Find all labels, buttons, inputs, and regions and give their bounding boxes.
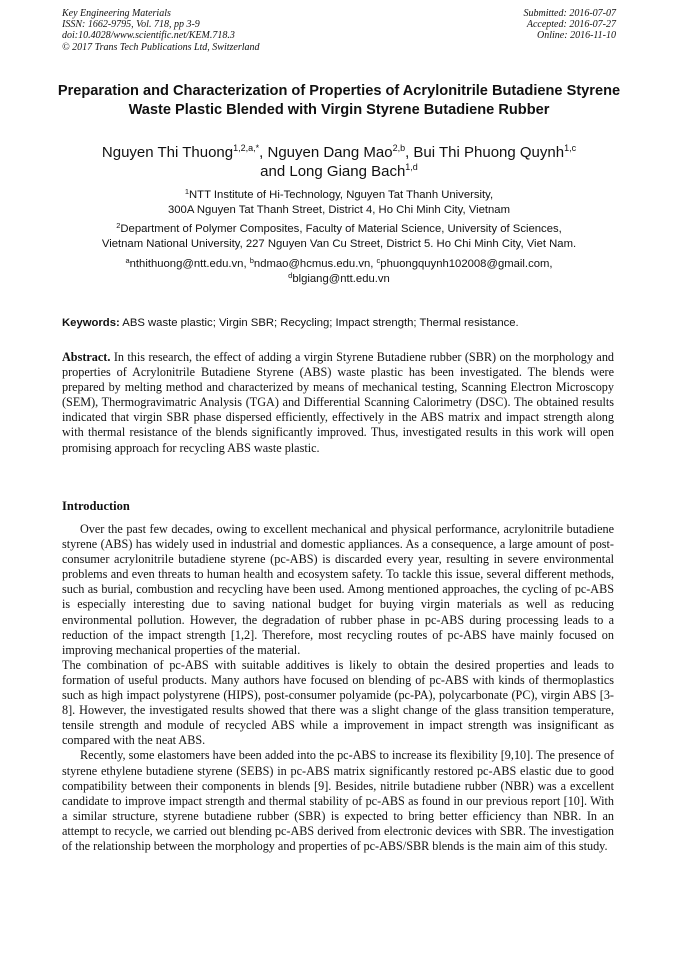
author-sep: , <box>259 144 268 161</box>
author-sup: 1,c <box>564 143 577 153</box>
affiliation-sup: 2 <box>116 221 121 230</box>
journal-name: Key Engineering Materials <box>62 8 171 19</box>
paper-title: Preparation and Characterization of Properties of Acrylonitrile Butadiene Styrene Waste Plastic Blended with Virgin Styrene Butadiene Rubber <box>57 83 621 118</box>
email-address: phuongquynh102008@gmail.com, <box>380 258 553 270</box>
paragraph: Over the past few decades, owing to excellent mechanical and physical performance, acrylonitrile butadiene styrene (ABS) has widely used in industrial and domestic appliances. As a consequence, a large amount of post-consumer acrylonitrile butadiene styrene (pc-ABS) is discarded every year, resulting in severe environmental problems and even threats to human health and ecosystem safety. To tackle this issue, several different methods, such as burial, combustion and recycling have been used. Among mentioned approaches, the cycling of pc-ABS is especially interesting due to saving national budget for buying virgin materials as well as reducing environmental pollution. However, the degradation of rubber phase in pc-ABS during processing leads to a reduction of the impact strength [1,2]. Therefore, most recycling routes of pc-ABS have mainly focused on improving mechanical properties of the material. <box>62 522 614 657</box>
paragraph: Recently, some elastomers have been added into the pc-ABS to increase its flexibility [9,10]. The presence of styrene ethylene butadiene styrene (SEBS) in pc-ABS matrix significantly restored pc-ABS elastic due to good compatibility between their components in blends [9]. Besides, nitrile butadiene rubber (NBR) was a excellent candidate to improve impact strength and thermal stability of pc-ABS as found in our previous report [10]. With a similar structure, styrene butadiene rubber (SBR) is expected to bring better efficiency than NBR. In an attempt to recycle, we carried out blending pc-ABS derived from electronic devices with SBR. The investigation of the relationship between the morphology and properties of pc-ABS/SBR blends is the main aim of this study. <box>62 748 614 853</box>
keywords-text: ABS waste plastic; Virgin SBR; Recycling; Impact strength; Thermal resistance. <box>122 317 519 329</box>
affiliation-sup: 1 <box>184 187 190 196</box>
keywords-label: Keywords: <box>62 317 120 329</box>
affiliation-line: Department of Polymer Composites, Faculty of Material Science, University of Sciences, <box>120 223 562 235</box>
affiliation-line: NTT Institute of Hi-Technology, Nguyen Tat Thanh University, <box>189 189 494 201</box>
journal-info <box>62 8 260 53</box>
introduction-heading: Introduction <box>62 499 130 513</box>
author-name: Nguyen Dang Mao <box>267 144 393 161</box>
author-sup: 1,d <box>405 162 418 172</box>
author-sep: and <box>260 163 290 180</box>
affiliation-line: Vietnam National University, 227 Nguyen Van Cu Street, District 5. Ho Chi Minh City, Viet Nam. <box>101 238 577 250</box>
author-sep: , <box>405 144 414 161</box>
affiliation-1 <box>40 188 638 218</box>
email-sup: c <box>376 256 381 265</box>
abstract-text: In this research, the effect of adding a virgin Styrene Butadiene rubber (SBR) on the morphology and properties of Acrylonitrile Butadiene Styrene (ABS) waste plastic has been investigated. The blends were prepared by melting method and characterized by means of mechanical testing, Scanning Electron Microscopy (SEM), Thermogravimatric Analysis (TGA) and Differential Scanning Calorimetry (DSC). The obtained results indicated that virgin SBR phase dispersed efficiently, effectively in the ABS matrix and impact strength along with thermal resistance of the blends significantly improved. Thus, investigated results in this work will open promising approach for recycling ABS waste plastic. <box>62 350 615 455</box>
online-date: Online: 2016-11-10 <box>537 30 616 42</box>
keywords <box>62 316 622 331</box>
paragraph: The combination of pc-ABS with suitable additives is likely to obtain the desired properties and leads to formation of useful products. Many authors have focused on blending of pc-ABS with kinds of thermoplastics such as high impact polystyrene (HIPS), post-consumer polyamide (pc-PA), polycarbonate (PC), virgin ABS [3-8]. However, the investigated results showed that there was a slight change of the glass transition temperature, tensile strength and module of recycled ABS while a improvement in impact strength was insignificant as compared with the neat ABS. <box>62 657 614 748</box>
journal-issn: ISSN: 1662-9795, Vol. 718, pp 3-9 <box>62 19 200 31</box>
affiliation-2 <box>40 222 638 252</box>
submitted-date: Submitted: 2016-07-07 <box>523 8 616 19</box>
abstract <box>62 350 614 456</box>
author-name: Nguyen Thi Thuong <box>101 144 234 161</box>
author-sup: 1,2,a,* <box>233 143 260 153</box>
author-name: Long Giang Bach <box>289 163 406 180</box>
journal-copyright: © 2017 Trans Tech Publications Ltd, Switzerland <box>62 41 260 53</box>
journal-doi: doi:10.4028/www.scientific.net/KEM.718.3 <box>62 30 235 42</box>
introduction-body <box>62 522 614 854</box>
abstract-label: Abstract. <box>62 350 111 364</box>
email-address: nthithuong@ntt.edu.vn, <box>129 258 250 270</box>
author-sup: 2,b <box>392 143 406 153</box>
email-sup: b <box>249 256 254 265</box>
author-emails <box>40 257 638 287</box>
affiliation-line: 300A Nguyen Tat Thanh Street, District 4, Ho Chi Minh City, Vietnam <box>167 204 510 216</box>
author-name: Bui Thi Phuong Quynh <box>413 144 565 161</box>
author-list <box>40 143 638 181</box>
accepted-date: Accepted: 2016-07-27 <box>526 19 616 31</box>
publication-dates <box>524 8 617 42</box>
email-sup: a <box>125 256 130 265</box>
email-address: ndmao@hcmus.edu.vn, <box>253 258 377 270</box>
email-address: blgiang@ntt.edu.vn <box>292 273 390 285</box>
email-sup: d <box>288 271 293 280</box>
